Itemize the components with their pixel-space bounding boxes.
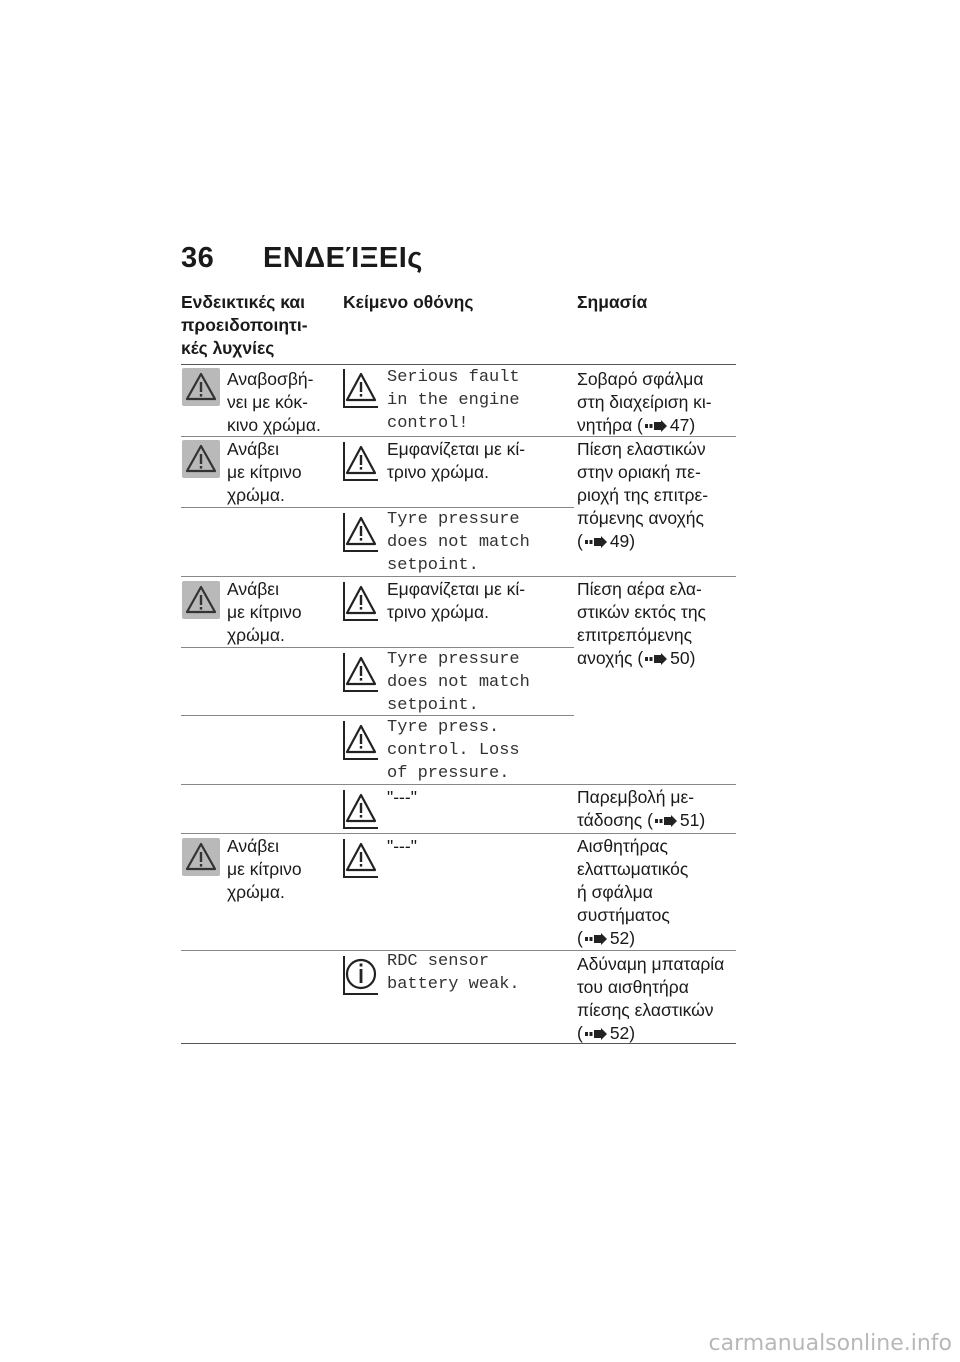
page-reference-link[interactable]: 52) — [609, 928, 636, 948]
meaning-text: Αισθητήρας ελαττωματικός ή σφάλμα συστήματος ( 52) — [577, 835, 688, 951]
warning-triangle-icon — [342, 580, 380, 622]
row-divider — [181, 833, 736, 834]
reference-arrow-icon — [645, 415, 667, 438]
lamp-description: Αναβοσβή- νει με κόκ- κινο χρώμα. — [227, 369, 321, 435]
column-header-lamps: Ενδεικτικές και προειδοποιητι- κές λυχνίες — [181, 292, 308, 358]
lamp-description: Ανάβει με κίτρινο χρώμα. — [227, 439, 302, 505]
meaning-text: Πίεση αέρα ελα- στικών εκτός της επιτρεπόμενης ανοχής ( 50) — [577, 578, 706, 671]
page-number: 36 — [181, 242, 215, 274]
page-header — [181, 242, 423, 275]
display-message: Serious fault in the engine control! — [387, 368, 520, 433]
page-title: ΕΝΔΕΊΞΕΙς — [263, 242, 423, 274]
meaning-text: Αδύναμη μπαταρία του αισθητήρα πίεσης ελαστικών ( 52) — [577, 953, 724, 1046]
footer-watermark-link[interactable]: carmanualsonline.info — [708, 1331, 952, 1356]
reference-arrow-icon — [645, 648, 667, 671]
warning-triangle-lamp-icon — [182, 838, 220, 876]
column-header-meaning: Σημασία — [577, 292, 648, 312]
table-header-rule — [181, 364, 736, 365]
warning-triangle-icon — [342, 788, 380, 830]
lamp-description: Ανάβει με κίτρινο χρώμα. — [227, 836, 302, 902]
reference-arrow-icon — [655, 810, 677, 833]
reference-arrow-icon — [585, 531, 607, 554]
page-reference-link[interactable]: 51) — [679, 810, 706, 830]
warning-triangle-icon — [342, 719, 380, 761]
display-message: "---" — [387, 787, 417, 807]
display-message: RDC sensor battery weak. — [387, 952, 520, 994]
display-color-note: Εμφανίζεται με κί- τρινο χρώμα. — [387, 579, 526, 622]
warning-triangle-icon — [342, 837, 380, 879]
info-circle-icon — [342, 954, 380, 996]
warning-triangle-icon — [342, 367, 380, 409]
meaning-text: Παρεμβολή με- τάδοσης ( 51) — [577, 786, 705, 833]
page-reference-link[interactable]: 52) — [609, 1023, 636, 1043]
display-message: Tyre pressure does not match setpoint. — [387, 650, 530, 715]
page-reference-link[interactable]: 47) — [669, 415, 696, 435]
page-reference-link[interactable]: 50) — [670, 648, 696, 668]
display-color-note: Εμφανίζεται με κί- τρινο χρώμα. — [387, 439, 526, 482]
warning-triangle-icon — [342, 651, 380, 693]
meaning-text: Πίεση ελαστικών στην οριακή πε- ριοχή της επιτρε- πόμενης ανοχής ( 49) — [577, 438, 708, 554]
warning-triangle-icon — [342, 440, 380, 482]
column-header-display-text: Κείμενο οθόνης — [343, 292, 474, 312]
warning-triangle-lamp-icon — [182, 368, 220, 406]
warning-triangle-lamp-icon — [182, 440, 220, 478]
lamp-description: Ανάβει με κίτρινο χρώμα. — [227, 579, 302, 645]
warning-triangle-lamp-icon — [182, 581, 220, 619]
reference-arrow-icon — [585, 1023, 607, 1046]
reference-arrow-icon — [585, 928, 607, 951]
warning-triangle-icon — [342, 511, 380, 553]
display-message: Tyre press. control. Loss of pressure. — [387, 718, 520, 783]
page-reference-link[interactable]: 49) — [609, 531, 636, 551]
display-message: "---" — [387, 836, 417, 856]
display-message: Tyre pressure does not match setpoint. — [387, 510, 530, 575]
meaning-text: Σοβαρό σφάλμα στη διαχείριση κι- νητήρα ( 47) — [577, 368, 712, 438]
